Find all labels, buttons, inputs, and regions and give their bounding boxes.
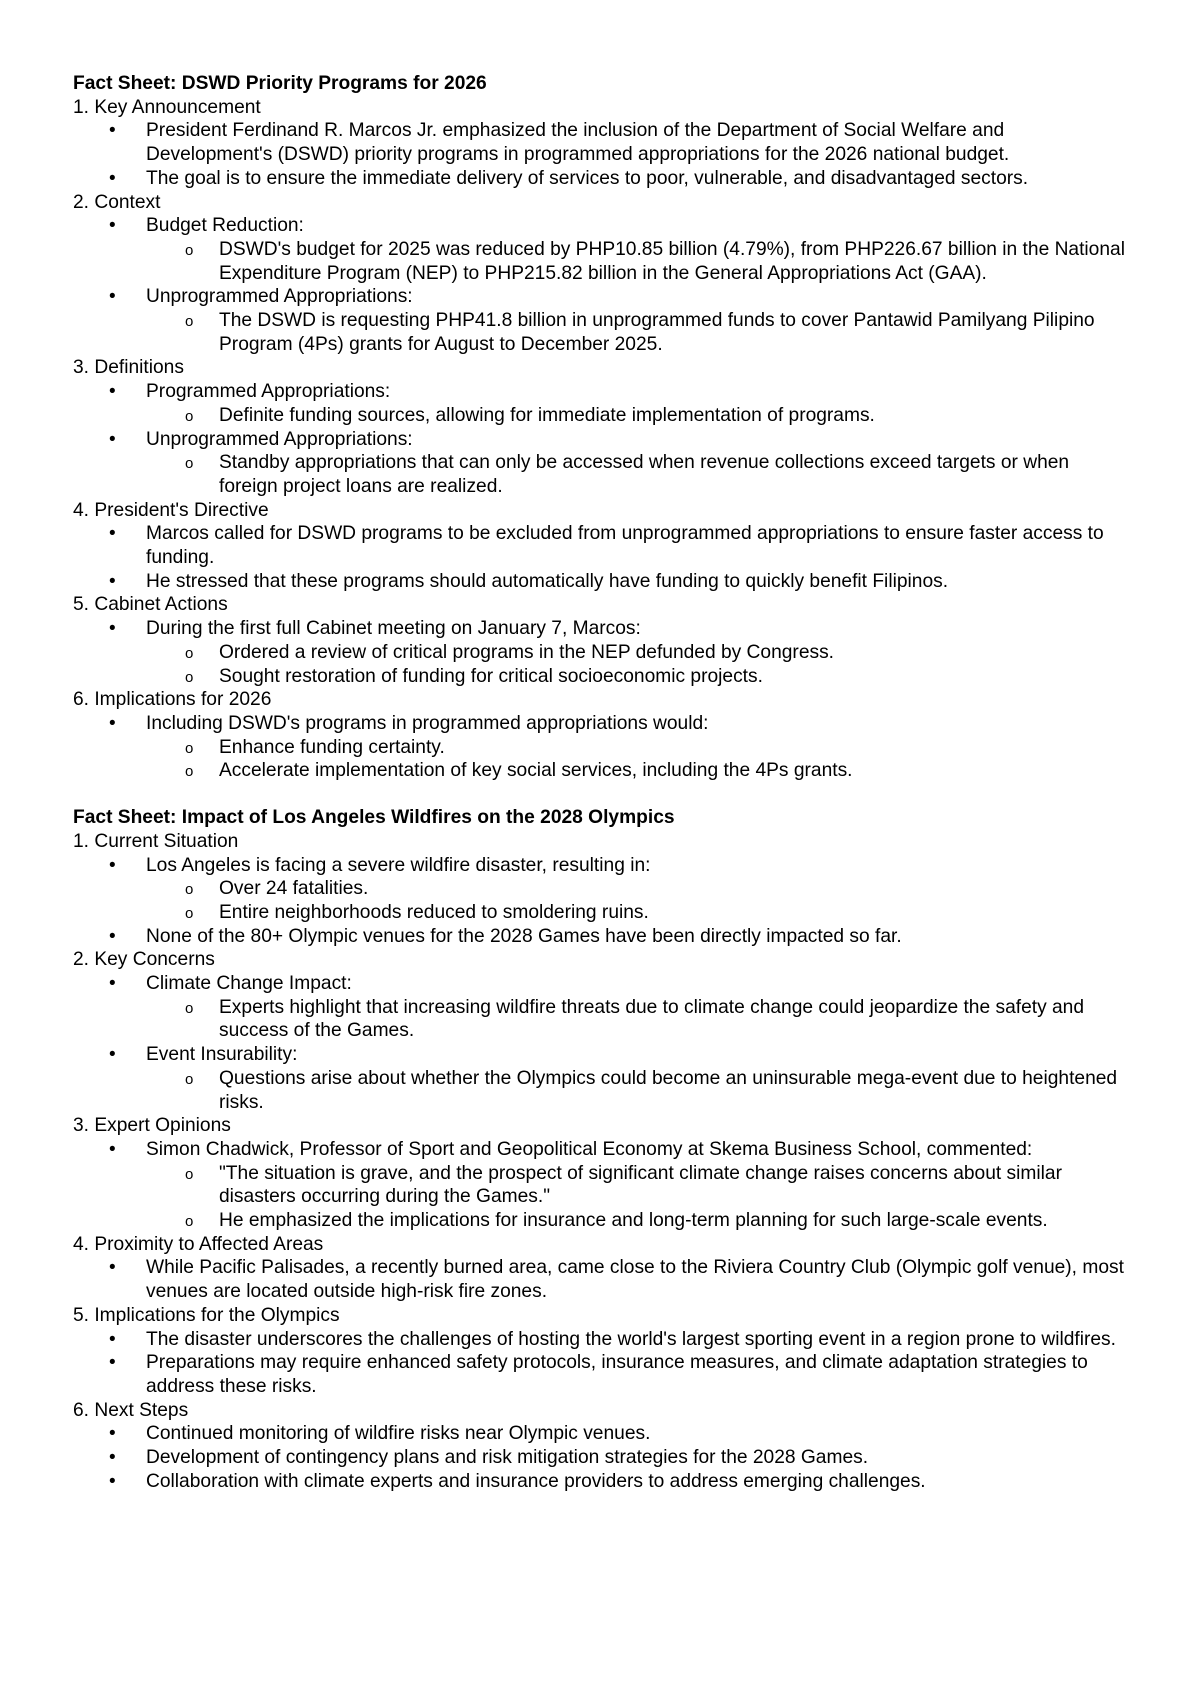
bullet-item: • Event Insurability:: [73, 1043, 1130, 1067]
bullet-item: • Budget Reduction:: [73, 214, 1130, 238]
sub-bullet-item: o Accelerate implementation of key social services, including the 4Ps grants.: [73, 759, 1130, 783]
fact-sheet-title: Fact Sheet: DSWD Priority Programs for 2026: [73, 73, 487, 94]
section-heading: 2. Key Concerns: [73, 949, 215, 971]
sub-bullet-item: o Ordered a review of critical programs in the NEP defunded by Congress.: [73, 641, 1130, 665]
sub-bullet-item: o Definite funding sources, allowing for immediate implementation of programs.: [73, 404, 1130, 428]
fact-sheet-title: Fact Sheet: Impact of Los Angeles Wildfires on the 2028 Olympics: [73, 807, 675, 829]
section-heading: 4. President's Directive: [73, 499, 269, 521]
section-heading: 3. Definitions: [73, 357, 184, 379]
bullet-list: [73, 1138, 1130, 1233]
bullet-item: • Unprogrammed Appropriations:: [73, 285, 1130, 309]
section-heading: 4. Proximity to Affected Areas: [73, 1233, 324, 1255]
bullet-item: • None of the 80+ Olympic venues for the 2028 Games have been directly impacted so far.: [73, 925, 1130, 949]
sub-bullet-item: o He emphasized the implications for insurance and long-term planning for such large-scale events.: [73, 1209, 1130, 1233]
section-heading: 6. Next Steps: [73, 1399, 189, 1421]
bullet-item: • During the first full Cabinet meeting on January 7, Marcos:: [73, 617, 1130, 641]
bullet-item: • Preparations may require enhanced safety protocols, insurance measures, and climate adaptation strategies to address these risks.: [73, 1351, 1130, 1398]
bullet-item: • The disaster underscores the challenges of hosting the world's largest sporting event in a region prone to wildfires.: [73, 1328, 1130, 1352]
section-heading: 5. Cabinet Actions: [73, 594, 228, 616]
sub-bullet-item: o Enhance funding certainty.: [73, 736, 1130, 760]
section-heading: 2. Context: [73, 191, 161, 213]
bullet-item: • He stressed that these programs should automatically have funding to quickly benefit Filipinos.: [73, 570, 1130, 594]
section-heading: 1. Key Announcement: [73, 96, 261, 118]
bullet-item: • Marcos called for DSWD programs to be excluded from unprogrammed appropriations to ensure faster access to funding.: [73, 522, 1130, 569]
bullet-item: • President Ferdinand R. Marcos Jr. emphasized the inclusion of the Department of Social Welfare and Development's (DSWD) priority programs in programmed appropriations for the 2026 national budget.: [73, 119, 1130, 166]
bullet-item: • Collaboration with climate experts and insurance providers to address emerging challenges.: [73, 1470, 1130, 1494]
bullet-list: [73, 380, 1130, 499]
bullet-list: [73, 1328, 1130, 1399]
bullet-item: • Simon Chadwick, Professor of Sport and Geopolitical Economy at Skema Business School, commented:: [73, 1138, 1130, 1162]
sub-bullet-item: o Sought restoration of funding for critical socioeconomic projects.: [73, 665, 1130, 689]
section-heading: 3. Expert Opinions: [73, 1115, 231, 1137]
bullet-list: [73, 1256, 1130, 1303]
sub-bullet-item: o "The situation is grave, and the prospect of significant climate change raises concerns about similar disasters occurring during the Games.": [73, 1162, 1130, 1209]
bullet-list: [73, 617, 1130, 688]
section-heading: 1. Current Situation: [73, 830, 239, 852]
bullet-item: • Including DSWD's programs in programmed appropriations would:: [73, 712, 1130, 736]
section-heading: 5. Implications for the Olympics: [73, 1304, 340, 1326]
bullet-list: [73, 854, 1130, 949]
bullet-list: [73, 972, 1130, 1114]
sub-bullet-item: o Entire neighborhoods reduced to smoldering ruins.: [73, 901, 1130, 925]
bullet-item: • Los Angeles is facing a severe wildfire disaster, resulting in:: [73, 854, 1130, 878]
sub-bullet-item: o Standby appropriations that can only be accessed when revenue collections exceed targets or when foreign project loans are realized.: [73, 451, 1130, 498]
bullet-item: • Unprogrammed Appropriations:: [73, 428, 1130, 452]
bullet-list: [73, 522, 1130, 593]
sub-bullet-item: o The DSWD is requesting PHP41.8 billion in unprogrammed funds to cover Pantawid Pamilyang Pilipino Program (4Ps) grants for August to December 2025.: [73, 309, 1130, 356]
fact-sheet: [73, 806, 1130, 1493]
bullet-item: • Continued monitoring of wildfire risks near Olympic venues.: [73, 1422, 1130, 1446]
section-heading: 6. Implications for 2026: [73, 689, 272, 711]
sub-bullet-item: o DSWD's budget for 2025 was reduced by PHP10.85 billion (4.79%), from PHP226.67 billion in the National Expenditure Program (NEP) to PHP215.82 billion in the General Appropriations Act (GAA).: [73, 238, 1130, 285]
bullet-item: • Climate Change Impact:: [73, 972, 1130, 996]
bullet-item: • Programmed Appropriations:: [73, 380, 1130, 404]
bullet-item: • Development of contingency plans and risk mitigation strategies for the 2028 Games.: [73, 1446, 1130, 1470]
bullet-item: • The goal is to ensure the immediate delivery of services to poor, vulnerable, and disadvantaged sectors.: [73, 167, 1130, 191]
bullet-list: [73, 119, 1130, 190]
sub-bullet-item: o Over 24 fatalities.: [73, 877, 1130, 901]
sub-bullet-item: o Questions arise about whether the Olympics could become an uninsurable mega-event due to heightened risks.: [73, 1067, 1130, 1114]
bullet-list: [73, 1422, 1130, 1493]
fact-sheet: [73, 72, 1130, 783]
bullet-list: [73, 712, 1130, 783]
bullet-list: [73, 214, 1130, 356]
sub-bullet-item: o Experts highlight that increasing wildfire threats due to climate change could jeopardize the safety and success of the Games.: [73, 996, 1130, 1043]
bullet-item: • While Pacific Palisades, a recently burned area, came close to the Riviera Country Club (Olympic golf venue), most venues are located outside high-risk fire zones.: [73, 1256, 1130, 1303]
